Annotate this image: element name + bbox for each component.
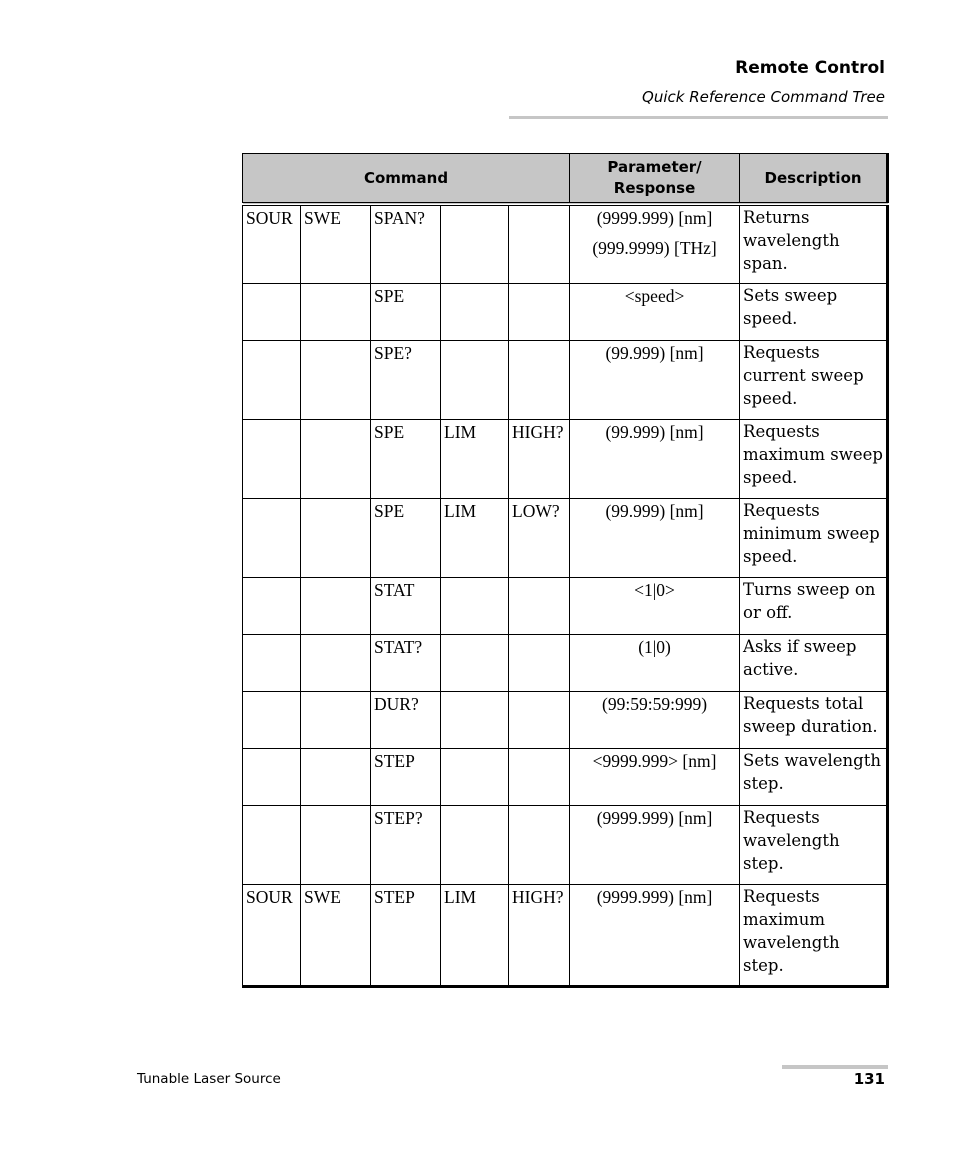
header-command: Command: [243, 154, 570, 205]
table-row: [243, 419, 888, 498]
command-level-4-cell: LIM: [441, 884, 509, 986]
command-level-2-cell: [301, 419, 371, 498]
parameter-value: (9999.999) [nm]: [596, 807, 713, 828]
description-cell: Asks if sweep active.: [740, 634, 888, 691]
header-rule: [509, 116, 888, 119]
command-level-5-cell: [509, 634, 570, 691]
table-row: [243, 748, 888, 805]
command-level-4-cell: [441, 691, 509, 748]
command-level-2-cell: [301, 340, 371, 419]
command-table: [242, 153, 889, 988]
table-header-row: [243, 154, 888, 205]
description-cell: Requests total sweep duration.: [740, 691, 888, 748]
header-parameter: [570, 154, 740, 205]
description-cell: Sets sweep speed.: [740, 283, 888, 340]
command-level-4-cell: [441, 340, 509, 419]
parameter-value: (99.999) [nm]: [605, 500, 704, 521]
parameter-value: (1|0): [638, 636, 671, 657]
command-level-4-cell: [441, 634, 509, 691]
command-level-1-cell: [243, 340, 301, 419]
command-level-2-cell: [301, 283, 371, 340]
command-level-3-cell: STEP: [371, 748, 441, 805]
parameter-cell: [570, 748, 740, 805]
command-level-5-cell: [509, 805, 570, 884]
command-level-4-cell: [441, 204, 509, 283]
description-cell: Returns wavelength span.: [740, 204, 888, 283]
command-level-3-cell: DUR?: [371, 691, 441, 748]
footer-product-name: Tunable Laser Source: [137, 1071, 281, 1087]
command-level-5-cell: [509, 748, 570, 805]
section-subtitle: Quick Reference Command Tree: [642, 88, 885, 106]
description-cell: Requests maximum sweep speed.: [740, 419, 888, 498]
table-row: [243, 691, 888, 748]
parameter-cell: [570, 691, 740, 748]
parameter-value: (99.999) [nm]: [605, 421, 704, 442]
description-cell: Turns sweep on or off.: [740, 577, 888, 634]
command-level-1-cell: [243, 748, 301, 805]
table-row: [243, 498, 888, 577]
parameter-cell: [570, 340, 740, 419]
command-level-1-cell: [243, 634, 301, 691]
parameter-value-alt: (999.9999) [THz]: [592, 238, 717, 258]
parameter-value: <1|0>: [634, 579, 675, 600]
command-level-5-cell: [509, 204, 570, 283]
command-level-1-cell: [243, 283, 301, 340]
command-level-3-cell: STAT?: [371, 634, 441, 691]
command-level-5-cell: HIGH?: [509, 884, 570, 986]
header-parameter-line2: Response: [613, 179, 696, 197]
command-level-2-cell: SWE: [301, 204, 371, 283]
command-level-2-cell: [301, 691, 371, 748]
description-cell: Sets wavelength step.: [740, 748, 888, 805]
command-level-2-cell: [301, 577, 371, 634]
description-cell: Requests current sweep speed.: [740, 340, 888, 419]
command-level-1-cell: [243, 419, 301, 498]
table-row: [243, 577, 888, 634]
command-level-1-cell: [243, 691, 301, 748]
command-level-2-cell: [301, 634, 371, 691]
table-row: [243, 805, 888, 884]
command-level-4-cell: [441, 577, 509, 634]
command-level-4-cell: [441, 805, 509, 884]
parameter-cell: [570, 577, 740, 634]
parameter-cell: [570, 805, 740, 884]
parameter-value: <speed>: [624, 285, 685, 306]
command-level-1-cell: [243, 577, 301, 634]
command-level-3-cell: SPAN?: [371, 204, 441, 283]
command-level-5-cell: HIGH?: [509, 419, 570, 498]
table-row: [243, 283, 888, 340]
table-row: [243, 884, 888, 986]
parameter-value: (9999.999) [nm]: [596, 208, 713, 228]
parameter-cell: [570, 283, 740, 340]
parameter-cell: [570, 419, 740, 498]
parameter-value: (99.999) [nm]: [605, 342, 704, 363]
parameter-cell: [570, 498, 740, 577]
parameter-value: (99:59:59:999): [602, 693, 708, 714]
command-level-3-cell: STEP: [371, 884, 441, 986]
table-row: [243, 340, 888, 419]
section-title: Remote Control: [735, 58, 885, 78]
command-level-5-cell: [509, 340, 570, 419]
command-level-1-cell: [243, 498, 301, 577]
command-level-4-cell: [441, 283, 509, 340]
parameter-cell: [570, 204, 740, 283]
command-level-5-cell: LOW?: [509, 498, 570, 577]
command-level-3-cell: SPE?: [371, 340, 441, 419]
command-level-2-cell: [301, 498, 371, 577]
header-description: Description: [740, 154, 888, 205]
description-cell: Requests maximum wavelength step.: [740, 884, 888, 986]
command-level-3-cell: STAT: [371, 577, 441, 634]
header-parameter-line1: Parameter/: [607, 158, 702, 176]
table-row: [243, 634, 888, 691]
command-level-1-cell: [243, 805, 301, 884]
command-level-5-cell: [509, 577, 570, 634]
command-level-3-cell: STEP?: [371, 805, 441, 884]
command-level-4-cell: LIM: [441, 498, 509, 577]
command-level-2-cell: [301, 805, 371, 884]
command-level-3-cell: SPE: [371, 283, 441, 340]
command-level-3-cell: SPE: [371, 419, 441, 498]
command-level-4-cell: LIM: [441, 419, 509, 498]
command-level-5-cell: [509, 691, 570, 748]
footer-rule: [782, 1065, 888, 1069]
parameter-value: (9999.999) [nm]: [596, 886, 713, 907]
command-level-3-cell: SPE: [371, 498, 441, 577]
parameter-cell: [570, 634, 740, 691]
command-level-2-cell: SWE: [301, 884, 371, 986]
command-level-4-cell: [441, 748, 509, 805]
command-level-1-cell: SOUR: [243, 884, 301, 986]
page-number: 131: [853, 1070, 885, 1088]
table-row: [243, 204, 888, 283]
parameter-value: <9999.999> [nm]: [592, 750, 717, 771]
parameter-cell: [570, 884, 740, 986]
description-cell: Requests minimum sweep speed.: [740, 498, 888, 577]
command-level-1-cell: SOUR: [243, 204, 301, 283]
command-level-5-cell: [509, 283, 570, 340]
command-level-2-cell: [301, 748, 371, 805]
description-cell: Requests wavelength step.: [740, 805, 888, 884]
